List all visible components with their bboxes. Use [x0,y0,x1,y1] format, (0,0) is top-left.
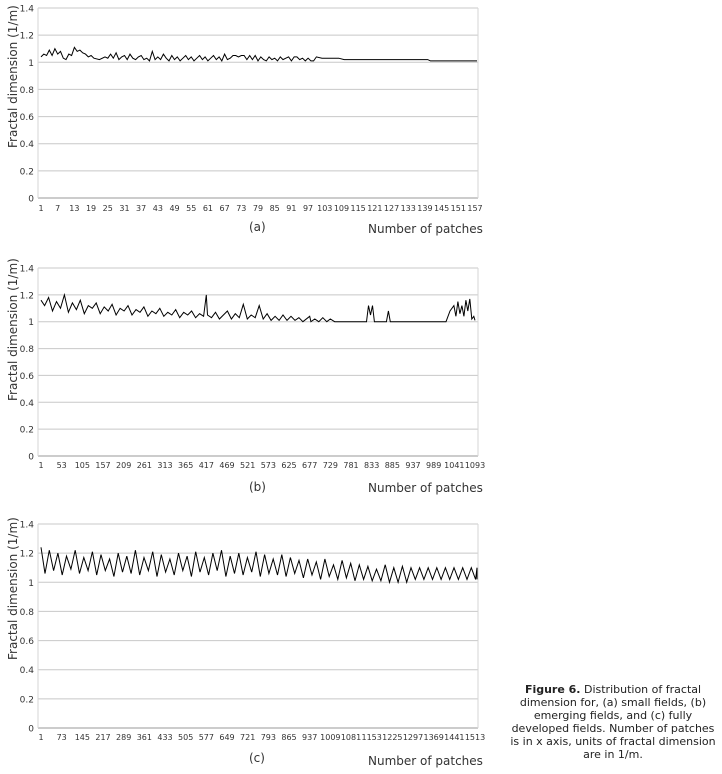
x-tick-label: 67 [219,204,230,213]
chart-c-panel-label: (c) [249,751,265,765]
x-tick-label: 417 [198,461,214,470]
x-tick-label: 365 [178,461,194,470]
chart-panel-a [0,0,490,250]
x-tick-label: 145 [74,733,90,742]
chart-a-plot [0,0,490,250]
chart-b-panel-label: (b) [249,480,266,494]
x-tick-label: 139 [417,204,433,213]
figure-caption [508,683,718,761]
y-tick-label: 1.4 [19,520,34,531]
x-tick-label: 73 [236,204,247,213]
y-tick-label: 0 [28,724,34,735]
series-line [41,547,477,582]
chart-c-plot [0,516,490,774]
x-tick-label: 1009 [320,733,341,742]
x-tick-label: 1441 [444,733,465,742]
x-tick-label: 521 [240,461,256,470]
x-tick-label: 19 [85,204,97,213]
x-tick-label: 103 [317,204,333,213]
x-tick-label: 937 [302,733,318,742]
x-tick-label: 885 [384,461,400,470]
y-tick-label: 0.8 [19,607,34,618]
x-tick-label: 157 [95,461,111,470]
y-tick-label: 1.4 [19,264,34,275]
x-tick-label: 53 [56,461,67,470]
x-tick-label: 55 [186,204,197,213]
x-tick-label: 729 [322,461,338,470]
x-tick-label: 217 [95,733,111,742]
y-tick-label: 0.2 [19,695,34,706]
x-tick-label: 121 [367,204,383,213]
x-tick-label: 209 [116,461,132,470]
x-tick-label: 1093 [464,461,486,470]
x-tick-label: 677 [302,461,318,470]
series-line [41,47,477,61]
y-tick-label: 0.4 [19,398,34,409]
y-tick-label: 1.2 [19,31,34,42]
chart-a-panel-label: (a) [249,220,266,234]
y-tick-label: 0.6 [19,637,34,648]
x-tick-label: 43 [152,204,163,213]
x-tick-label: 115 [350,204,366,213]
y-tick-label: 0.8 [19,85,34,96]
x-tick-label: 1081 [340,733,362,742]
x-tick-label: 1513 [464,733,486,742]
x-tick-label: 1153 [361,733,382,742]
y-tick-label: 0.6 [19,113,34,124]
chart-panel-c [0,516,490,774]
x-tick-label: 577 [198,733,214,742]
y-tick-label: 1.2 [19,291,34,302]
x-tick-label: 625 [281,461,297,470]
y-tick-label: 1 [28,58,34,69]
chart-panel-b [0,258,490,500]
x-tick-label: 1 [38,733,44,742]
x-tick-label: 49 [169,204,180,213]
x-tick-label: 721 [240,733,256,742]
x-tick-label: 145 [433,204,450,213]
x-tick-label: 781 [343,461,359,470]
x-tick-label: 13 [69,204,80,213]
chart-b-ylabel: Fractal dimension (1/m) [6,258,20,401]
x-tick-label: 937 [405,461,421,470]
y-tick-label: 0.6 [19,371,34,382]
chart-b-plot [0,258,490,500]
x-tick-label: 1297 [402,733,424,742]
x-tick-label: 133 [400,204,416,213]
chart-b-xlabel: Number of patches [368,481,483,495]
chart-c-ylabel: Fractal dimension (1/m) [6,517,20,660]
caption-text: Distribution of fractal dimension for, (a) small fields, (b) emerging fields, and (c) fully developed fields. Number of patches is in x axis, units of fractal dimension are in 1/m. [510,683,716,761]
y-tick-label: 0.4 [19,140,34,151]
x-tick-label: 833 [364,461,380,470]
y-tick-label: 0.2 [19,425,34,436]
y-tick-label: 0.8 [19,345,34,356]
chart-a-xlabel: Number of patches [368,222,483,236]
chart-c-xlabel: Number of patches [368,754,483,768]
x-tick-label: 261 [136,461,152,470]
y-tick-label: 0 [28,194,34,205]
x-tick-label: 31 [119,204,130,213]
x-tick-label: 573 [260,461,276,470]
x-tick-label: 85 [269,204,280,213]
x-tick-label: 505 [178,733,194,742]
y-tick-label: 1 [28,318,34,329]
y-tick-label: 1.2 [19,549,34,560]
x-tick-label: 1 [38,204,44,213]
x-tick-label: 7 [55,204,61,213]
x-tick-label: 469 [219,461,235,470]
x-tick-label: 433 [157,733,173,742]
x-tick-label: 97 [302,204,314,213]
x-tick-label: 61 [202,204,214,213]
x-tick-label: 1225 [382,733,403,742]
y-tick-label: 0.2 [19,167,34,178]
series-line [41,295,475,322]
x-tick-label: 79 [252,204,264,213]
x-tick-label: 25 [102,204,113,213]
x-tick-label: 865 [281,733,297,742]
x-tick-label: 151 [450,204,466,213]
y-tick-label: 1 [28,578,34,589]
x-tick-label: 157 [467,204,483,213]
caption-figure-label: Figure 6. [524,683,581,696]
chart-a-ylabel: Fractal dimension (1/m) [6,5,20,148]
x-tick-label: 73 [56,733,67,742]
x-tick-label: 91 [286,204,297,213]
x-tick-label: 793 [260,733,276,742]
y-tick-label: 0 [28,452,34,463]
y-tick-label: 1.4 [19,4,34,15]
x-tick-label: 989 [426,461,442,470]
x-tick-label: 127 [383,204,400,213]
x-tick-label: 105 [74,461,90,470]
x-tick-label: 1 [38,461,44,470]
x-tick-label: 289 [116,733,132,742]
x-tick-label: 361 [136,733,152,742]
x-tick-label: 1041 [444,461,465,470]
x-tick-label: 649 [219,733,235,742]
x-tick-label: 313 [157,461,173,470]
x-tick-label: 1369 [423,733,444,742]
x-tick-label: 37 [136,204,147,213]
y-tick-label: 0.4 [19,666,34,677]
x-tick-label: 109 [333,204,350,213]
